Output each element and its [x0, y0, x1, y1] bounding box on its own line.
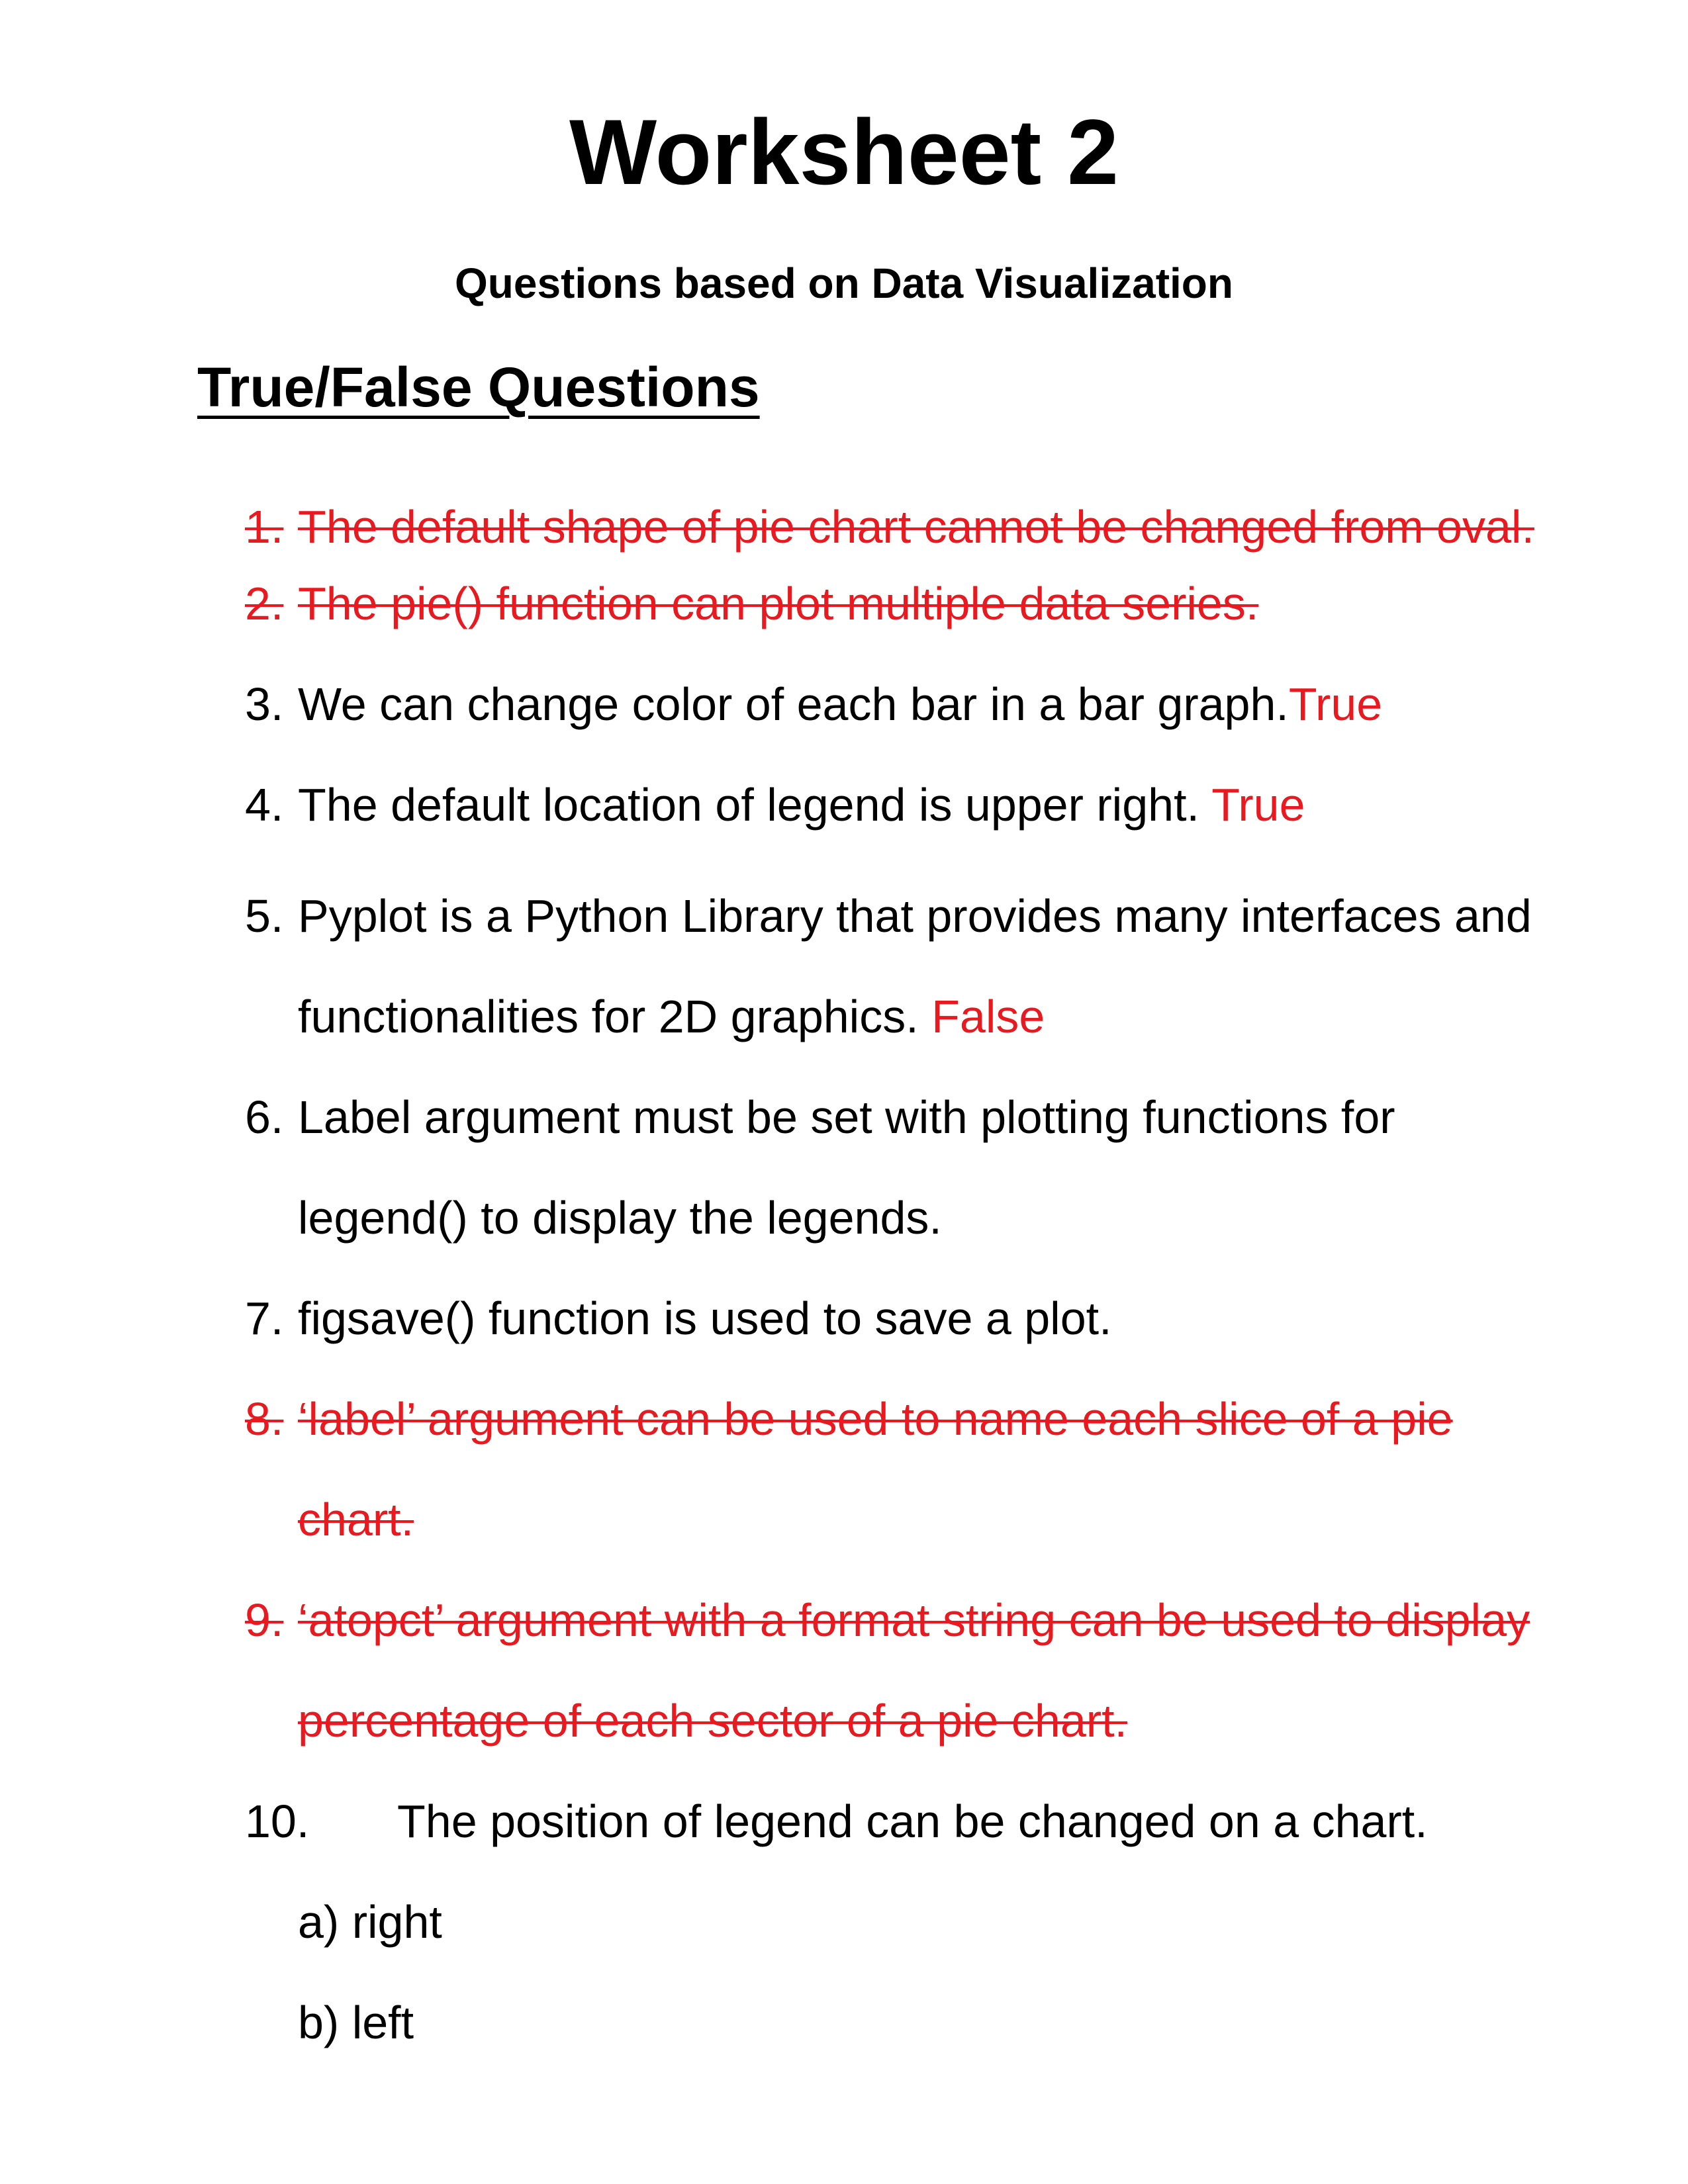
question-number: 8.	[245, 1393, 284, 1445]
question-text: Label argument must be set with plotting functions for legend() to display the legends.	[298, 1091, 1395, 1244]
question-number: 2.	[245, 578, 284, 629]
question-3	[245, 664, 1569, 744]
question-number: 10.	[245, 1796, 310, 1847]
question-text: The default shape of pie chart cannot be changed from oval.	[298, 501, 1534, 553]
question-10	[245, 1771, 1569, 2073]
option-a: a) right	[298, 1896, 442, 1948]
question-text: figsave() function is used to save a plot.	[298, 1293, 1112, 1344]
question-number: 5.	[245, 890, 284, 942]
page-title: Worksheet 2	[569, 100, 1119, 204]
question-text: Pyplot is a Python Library that provides many interfaces and functionalities for 2D graphics.	[298, 890, 1532, 1042]
answer-label: True	[1211, 779, 1305, 831]
question-list	[245, 488, 1569, 2073]
page-subtitle: Questions based on Data Visualization	[455, 259, 1233, 307]
question-number: 1.	[245, 501, 284, 553]
question-text: The default location of legend is upper right.	[298, 779, 1212, 831]
answer-label: True	[1288, 678, 1383, 730]
question-2	[245, 565, 1569, 642]
question-number: 7.	[245, 1293, 284, 1344]
section-heading: True/False Questions	[197, 356, 760, 418]
question-5	[245, 866, 1569, 1067]
question-4	[245, 765, 1569, 844]
question-text: We can change color of each bar in a bar graph.	[298, 678, 1289, 730]
question-number: 3.	[245, 678, 284, 730]
question-text: ‘label’ argument can be used to name each slice of a pie chart.	[298, 1393, 1453, 1545]
question-7	[245, 1268, 1569, 1369]
question-text: The position of legend can be changed on a chart.	[397, 1796, 1428, 1847]
answer-options	[298, 1872, 1569, 2073]
question-9	[245, 1570, 1569, 1771]
question-text: ‘atopct’ argument with a format string can be used to display percentage of each sector of a pie chart.	[298, 1594, 1530, 1747]
question-number: 6.	[245, 1091, 284, 1143]
question-1	[245, 488, 1569, 565]
question-number: 9.	[245, 1594, 284, 1646]
option-b: b) left	[298, 1997, 414, 2048]
question-number: 4.	[245, 779, 284, 831]
question-text: The pie() function can plot multiple data series.	[298, 578, 1259, 629]
question-8	[245, 1369, 1569, 1570]
question-6	[245, 1067, 1569, 1268]
answer-label: False	[931, 991, 1045, 1042]
